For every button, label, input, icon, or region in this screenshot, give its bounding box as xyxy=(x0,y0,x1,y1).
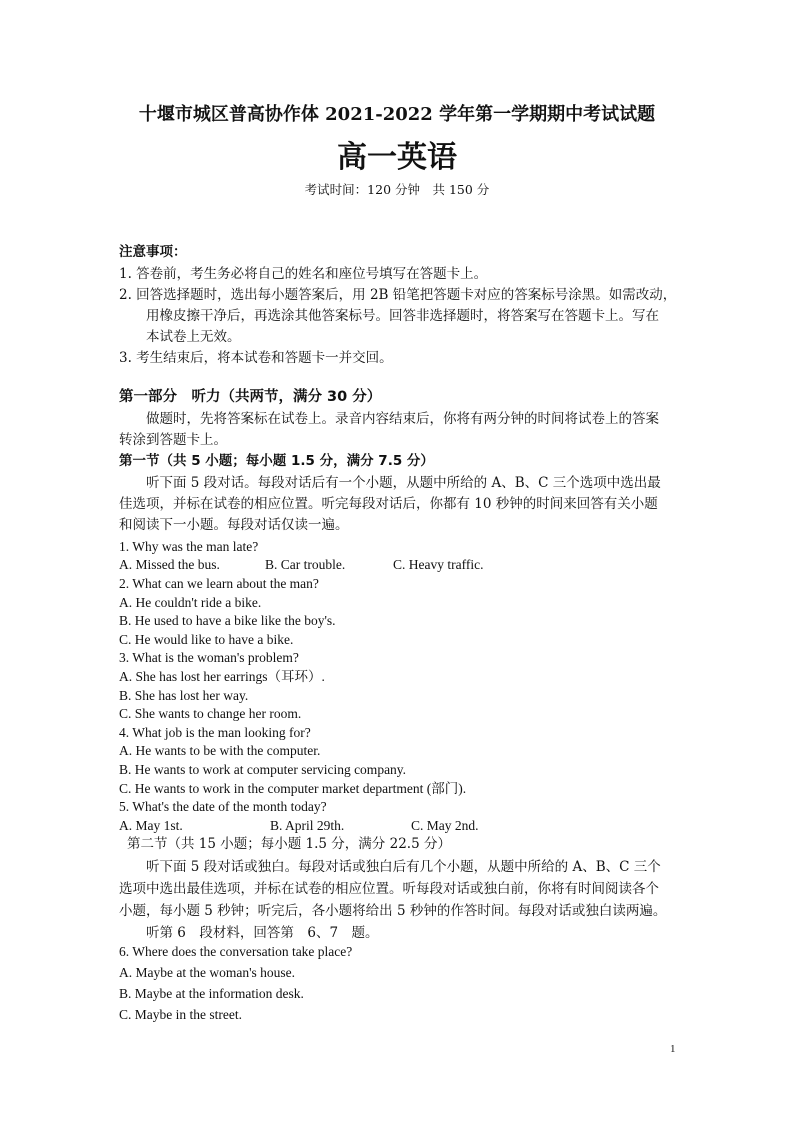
notes-heading: 注意事项： xyxy=(119,244,187,260)
notes-item-2-cont-1: 用橡皮擦干净后，再选涂其他答案标号。回答非选择题时，将答案写在答题卡上。写在 xyxy=(146,308,659,324)
question-3-option-b: B. She has lost her way. xyxy=(119,688,249,703)
question-2-option-c: C. He would like to have a bike. xyxy=(119,632,294,647)
exam-title: 十堰市城区普高协作体 2021-2022 学年第一学期期中考试试题 xyxy=(138,104,656,125)
question-4-option-c: C. He wants to work in the computer market department (部门). xyxy=(119,781,467,796)
question-2: 2. What can we learn about the man? xyxy=(119,576,319,591)
notes-item-2-cont-2: 本试卷上无效。 xyxy=(146,329,241,345)
question-4: 4. What job is the man looking for? xyxy=(119,725,311,740)
question-2-option-a: A. He couldn't ride a bike. xyxy=(119,595,262,610)
page-number: 1 xyxy=(670,1043,676,1055)
question-6-option-a: A. Maybe at the woman's house. xyxy=(119,965,296,980)
part1-intro-line-2: 转涂到答题卡上。 xyxy=(119,432,227,448)
question-4-option-a: A. He wants to be with the computer. xyxy=(119,743,321,758)
question-3-option-c: C. She wants to change her room. xyxy=(119,706,302,721)
question-4-option-b: B. He wants to work at computer servicing company. xyxy=(119,762,407,777)
subject-title: 高一英语 xyxy=(337,140,457,175)
question-1-option-c: C. Heavy traffic. xyxy=(393,557,484,572)
section2-intro-line-4: 听第 6 段材料，回答第 6、7 题。 xyxy=(146,925,379,941)
section2-intro-line-3: 小题，每小题 5 秒钟；听完后，各小题将给出 5 秒钟的作答时间。每段对话或独白读两遍。 xyxy=(119,903,667,919)
question-6-option-c: C. Maybe in the street. xyxy=(119,1007,242,1022)
question-3-option-a: A. She has lost her earrings（耳环）. xyxy=(119,669,325,684)
question-6-option-b: B. Maybe at the information desk. xyxy=(119,986,304,1001)
section1-intro-line-1: 听下面 5 段对话。每段对话后有一个小题，从题中所给的 A、B、C 三个选项中选出最 xyxy=(146,475,661,491)
question-1-option-a: A. Missed the bus. xyxy=(119,557,220,572)
question-3: 3. What is the woman's problem? xyxy=(119,650,299,665)
notes-item-2: 2. 回答选择题时，选出每小题答案后，用 2B 铅笔把答题卡对应的答案标号涂黑。如需改动， xyxy=(119,287,677,303)
section1-intro-line-3: 和阅读下一小题。每段对话仅读一遍。 xyxy=(119,517,349,533)
exam-info: 考试时间：120 分钟 共 150 分 xyxy=(304,182,490,197)
question-1: 1. Why was the man late? xyxy=(119,539,259,554)
question-2-option-b: B. He used to have a bike like the boy's. xyxy=(119,613,336,628)
question-5-option-b: B. April 29th. xyxy=(270,818,345,833)
notes-item-1: 1. 答卷前，考生务必将自己的姓名和座位号填写在答题卡上。 xyxy=(119,266,488,282)
section2-intro-line-2: 选项中选出最佳选项，并标在试卷的相应位置。听每段对话或独白前，你将有时间阅读各个 xyxy=(119,881,659,897)
part1-heading: 第一部分 听力（共两节，满分 30 分） xyxy=(119,389,382,405)
section2-heading: 第二节（共 15 小题；每小题 1.5 分，满分 22.5 分） xyxy=(127,836,451,852)
part1-intro-line-1: 做题时，先将答案标在试卷上。录音内容结束后，你将有两分钟的时间将试卷上的答案 xyxy=(146,411,659,427)
question-5-option-c: C. May 2nd. xyxy=(411,818,479,833)
section1-intro-line-2: 佳选项，并标在试卷的相应位置。听完每段对话后，你都有 10 秒钟的时间来回答有关小题 xyxy=(119,496,658,512)
question-6: 6. Where does the conversation take place? xyxy=(119,944,353,959)
notes-item-3: 3. 考生结束后，将本试卷和答题卡一并交回。 xyxy=(119,350,393,366)
question-5: 5. What's the date of the month today? xyxy=(119,799,327,814)
section1-heading: 第一节（共 5 小题；每小题 1.5 分，满分 7.5 分） xyxy=(119,453,434,469)
question-1-option-b: B. Car trouble. xyxy=(265,557,346,572)
question-5-option-a: A. May 1st. xyxy=(119,818,183,833)
section2-intro-line-1: 听下面 5 段对话或独白。每段对话或独白后有几个小题，从题中所给的 A、B、C 三个 xyxy=(146,859,661,875)
